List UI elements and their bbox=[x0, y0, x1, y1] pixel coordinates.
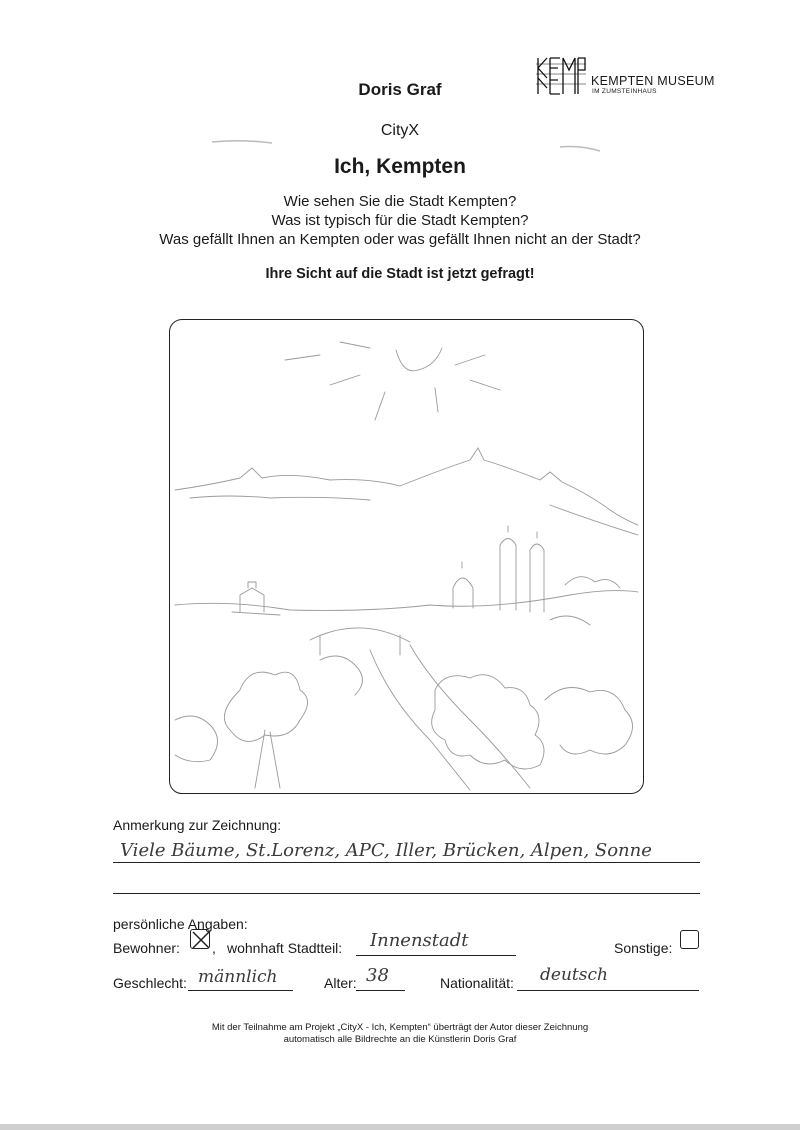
personal-details-label: persönliche Angaben: bbox=[113, 916, 248, 932]
remark-line-2 bbox=[113, 893, 700, 894]
nationality-line bbox=[517, 990, 699, 991]
district-label: wohnhaft Stadtteil: bbox=[227, 940, 343, 956]
city-sketch bbox=[170, 320, 642, 792]
trees-sketch bbox=[224, 672, 307, 741]
footer-line-2: automatisch alle Bildrechte an die Künstlerin Doris Graf bbox=[283, 1034, 517, 1045]
question-2: Was ist typisch für die Stadt Kempten? bbox=[271, 212, 529, 229]
callout: Ihre Sicht auf die Stadt ist jetzt gefragt! bbox=[265, 266, 535, 282]
nationality-value[interactable]: deutsch bbox=[540, 965, 608, 985]
bridge-sketch bbox=[310, 628, 410, 655]
remark-label: Anmerkung zur Zeichnung: bbox=[113, 817, 282, 833]
remark-line-1 bbox=[113, 862, 700, 863]
nationality-label: Nationalität: bbox=[440, 975, 514, 991]
other-label: Sonstige: bbox=[614, 940, 673, 956]
mountain-range-sketch bbox=[175, 448, 638, 525]
resident-label: Bewohner: bbox=[113, 940, 180, 956]
project-name: CityX bbox=[380, 122, 420, 139]
age-value[interactable]: 38 bbox=[366, 965, 389, 986]
logo-subtitle: IM ZUMSTEINHAUS bbox=[592, 88, 657, 95]
artist-name: Doris Graf bbox=[358, 80, 442, 99]
gender-label: Geschlecht: bbox=[113, 975, 187, 991]
checked-x-icon bbox=[191, 930, 211, 950]
church-towers-sketch bbox=[500, 526, 544, 612]
district-value[interactable]: Innenstadt bbox=[370, 930, 469, 951]
drawing-frame bbox=[169, 319, 644, 794]
resident-checkbox[interactable] bbox=[190, 929, 210, 949]
gender-line bbox=[188, 990, 293, 991]
gender-value[interactable]: männlich bbox=[198, 967, 278, 987]
footer-line-1: Mit der Teilnahme am Projekt „CityX - Ich, Kempten“ überträgt der Autor dieser Zeichnung bbox=[211, 1022, 589, 1033]
scan-edge bbox=[0, 1124, 800, 1130]
other-checkbox[interactable] bbox=[680, 930, 699, 949]
lorenz-building-sketch bbox=[232, 582, 280, 615]
remark-value[interactable]: Viele Bäume, St.Lorenz, APC, Iller, Brücken, Alpen, Sonne bbox=[120, 840, 652, 861]
sun-sketch bbox=[396, 348, 442, 371]
page-title: Ich, Kempten bbox=[334, 155, 466, 178]
resident-suffix: , bbox=[212, 940, 216, 956]
district-line bbox=[356, 955, 516, 956]
footer-disclaimer bbox=[0, 1022, 800, 1046]
question-1: Wie sehen Sie die Stadt Kempten? bbox=[283, 193, 517, 210]
logo-name: KEMPTEN MUSEUM bbox=[591, 74, 715, 88]
river-sketch bbox=[370, 645, 530, 790]
question-3: Was gefällt Ihnen an Kempten oder was gefällt Ihnen nicht an der Stadt? bbox=[159, 231, 641, 248]
age-line bbox=[356, 990, 405, 991]
age-label: Alter: bbox=[324, 975, 357, 991]
